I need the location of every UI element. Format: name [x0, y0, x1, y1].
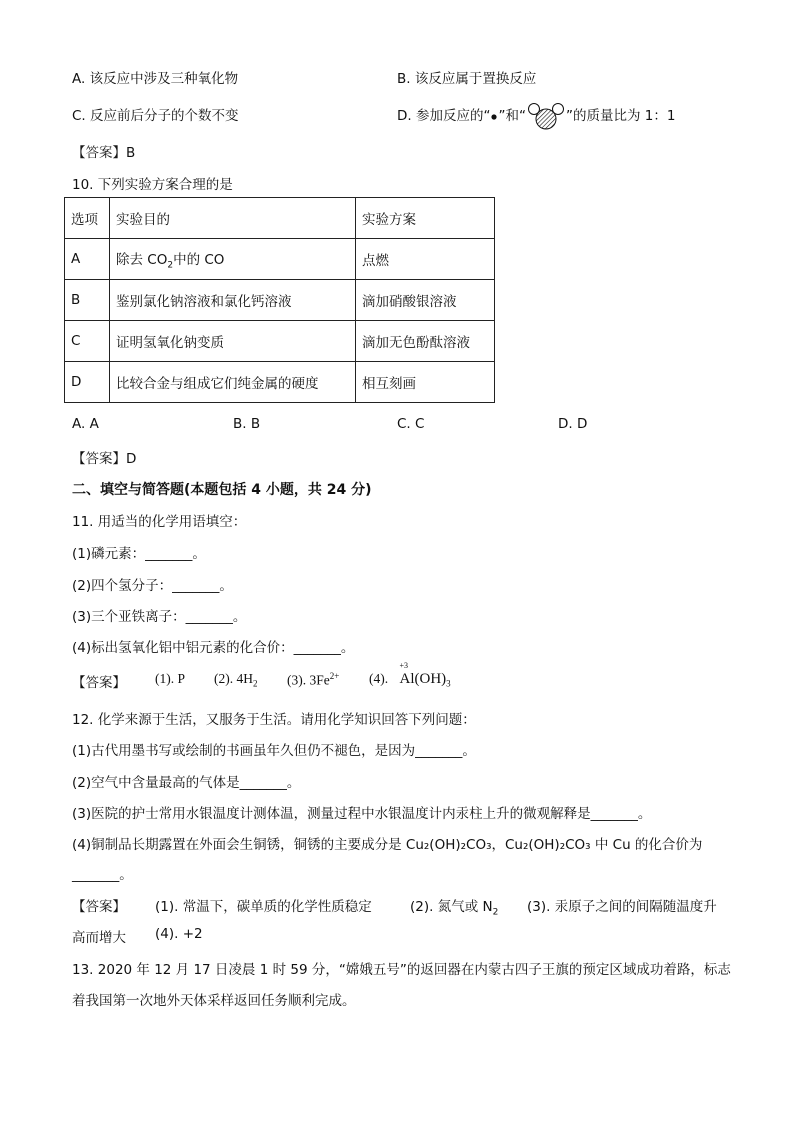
table-cell-purpose: 证明氢氧化钠变质	[110, 321, 356, 362]
experiment-table	[64, 197, 495, 403]
q12-subq-3: (3)医院的护士常用水银温度计测体温，测量过程中水银温度计内汞柱上升的微观解释是_______。	[72, 806, 652, 822]
q12-answer-3-line1: (3). 汞原子之间的间隔随温度升	[527, 899, 717, 915]
q11-subq-3: (3)三个亚铁离子：_______。	[72, 609, 247, 625]
q10-choice-c: C. C	[397, 416, 425, 432]
table-cell-method: 点燃	[356, 239, 495, 280]
table-cell-option: C	[65, 321, 110, 362]
q11-stem: 11. 用适当的化学用语填空：	[72, 514, 247, 530]
purpose-text: 除去 CO	[116, 251, 168, 268]
q11-answer-1: (1). P	[155, 671, 185, 686]
answer-subscript: 2	[492, 907, 499, 918]
answer-label: 【答案】	[72, 145, 126, 161]
q12-subq-4-line2: _______。	[72, 867, 133, 883]
table-cell-option: A	[65, 239, 110, 280]
q12-answer-3-line2: 高而增大	[72, 930, 126, 946]
answer-label: 【答案】	[72, 451, 126, 467]
answer-text: (4).	[369, 671, 389, 686]
table-cell-option: B	[65, 280, 110, 321]
q11-answer-3	[287, 671, 339, 689]
answer-text: (2). 氮气或 N	[410, 899, 493, 915]
answer-text: (2). 4H	[214, 671, 253, 686]
element-symbol: Al	[399, 671, 415, 687]
q12-subq-2: (2)空气中含量最高的气体是_______。	[72, 775, 301, 791]
table-header-row	[65, 198, 495, 239]
table-cell-method: 滴加硝酸银溶液	[356, 280, 495, 321]
answer-text: (3). 3Fe	[287, 672, 330, 688]
table-cell-purpose: 比较合金与组成它们纯金属的硬度	[110, 362, 356, 403]
q11-subq-1: (1)磷元素：_______。	[72, 546, 206, 562]
q11-answer-4	[369, 661, 451, 689]
q12-stem: 12. 化学来源于生活，又服务于生活。请用化学知识回答下列问题：	[72, 712, 476, 728]
table-row	[65, 239, 495, 280]
table-header-cell: 实验方案	[356, 198, 495, 239]
table-row	[65, 362, 495, 403]
q12-answer-label: 【答案】	[72, 899, 126, 915]
q11-answer-label: 【答案】	[72, 675, 126, 691]
valence-mark: +3	[399, 661, 409, 670]
table-cell-purpose	[110, 239, 356, 280]
q11-subq-4: (4)标出氢氧化铝中铝元素的化合价：_______。	[72, 640, 355, 656]
table-row	[65, 280, 495, 321]
q10-choice-b: B. B	[233, 416, 261, 432]
q11-answer-2	[214, 671, 258, 689]
q9-option-d-post: ”的质量比为 1：1	[565, 108, 676, 124]
q9-option-a: A. 该反应中涉及三种氧化物	[72, 71, 239, 87]
q12-answer-4: (4). +2	[155, 926, 203, 942]
table-cell-option: D	[65, 362, 110, 403]
table-cell-method: 滴加无色酚酞溶液	[356, 321, 495, 362]
q9-option-d	[397, 104, 675, 124]
molecule-icon	[526, 101, 566, 131]
q10-answer	[72, 447, 136, 467]
section-title: 二、填空与简答题(本题包括 4 小题，共 24 分)	[72, 482, 372, 498]
q12-subq-1: (1)古代用墨书写或绘制的书画虽年久但仍不褪色，是因为_______。	[72, 743, 476, 759]
answer-subscript: 3	[446, 678, 451, 689]
q11-subq-2: (2)四个氢分子：_______。	[72, 578, 233, 594]
table-header-cell: 选项	[65, 198, 110, 239]
q13-line1: 13. 2020 年 12 月 17 日凌晨 1 时 59 分，“嫦娥五号”的返回器在内蒙古四子王旗的预定区域成功着路，标志	[72, 962, 731, 978]
q9-option-b: B. 该反应属于置换反应	[397, 71, 537, 87]
answer-value: B	[126, 145, 136, 161]
q12-answer-2	[410, 895, 498, 918]
valence-group	[399, 661, 415, 688]
purpose-subscript: 2	[167, 260, 174, 271]
purpose-text: 中的 CO	[173, 251, 225, 268]
table-cell-purpose: 鉴别氯化钠溶液和氯化钙溶液	[110, 280, 356, 321]
table-row	[65, 321, 495, 362]
q9-answer	[72, 141, 135, 161]
q12-answer-1: (1). 常温下，碳单质的化学性质稳定	[155, 899, 372, 915]
q10-choice-d: D. D	[558, 416, 588, 432]
answer-superscript: 2+	[329, 671, 340, 681]
q10-stem: 10. 下列实验方案合理的是	[72, 177, 233, 193]
answer-value: D	[126, 451, 137, 467]
answer-text: (OH)	[414, 671, 447, 687]
q10-choice-a: A. A	[72, 416, 99, 432]
answer-subscript: 2	[253, 678, 258, 689]
q9-option-c: C. 反应前后分子的个数不变	[72, 108, 239, 124]
q9-option-d-pre: D. 参加反应的“	[397, 108, 491, 124]
q13-line2: 着我国第一次地外天体采样返回任务顺利完成。	[72, 993, 356, 1009]
table-header-cell: 实验目的	[110, 198, 356, 239]
q9-option-d-mid: ”和“	[498, 108, 526, 124]
table-cell-method: 相互刻画	[356, 362, 495, 403]
q12-subq-4-line1: (4)铜制品长期露置在外面会生铜锈，铜锈的主要成分是 Cu₂(OH)₂CO₃，Cu₂(OH)₂CO₃ 中 Cu 的化合价为	[72, 837, 703, 853]
